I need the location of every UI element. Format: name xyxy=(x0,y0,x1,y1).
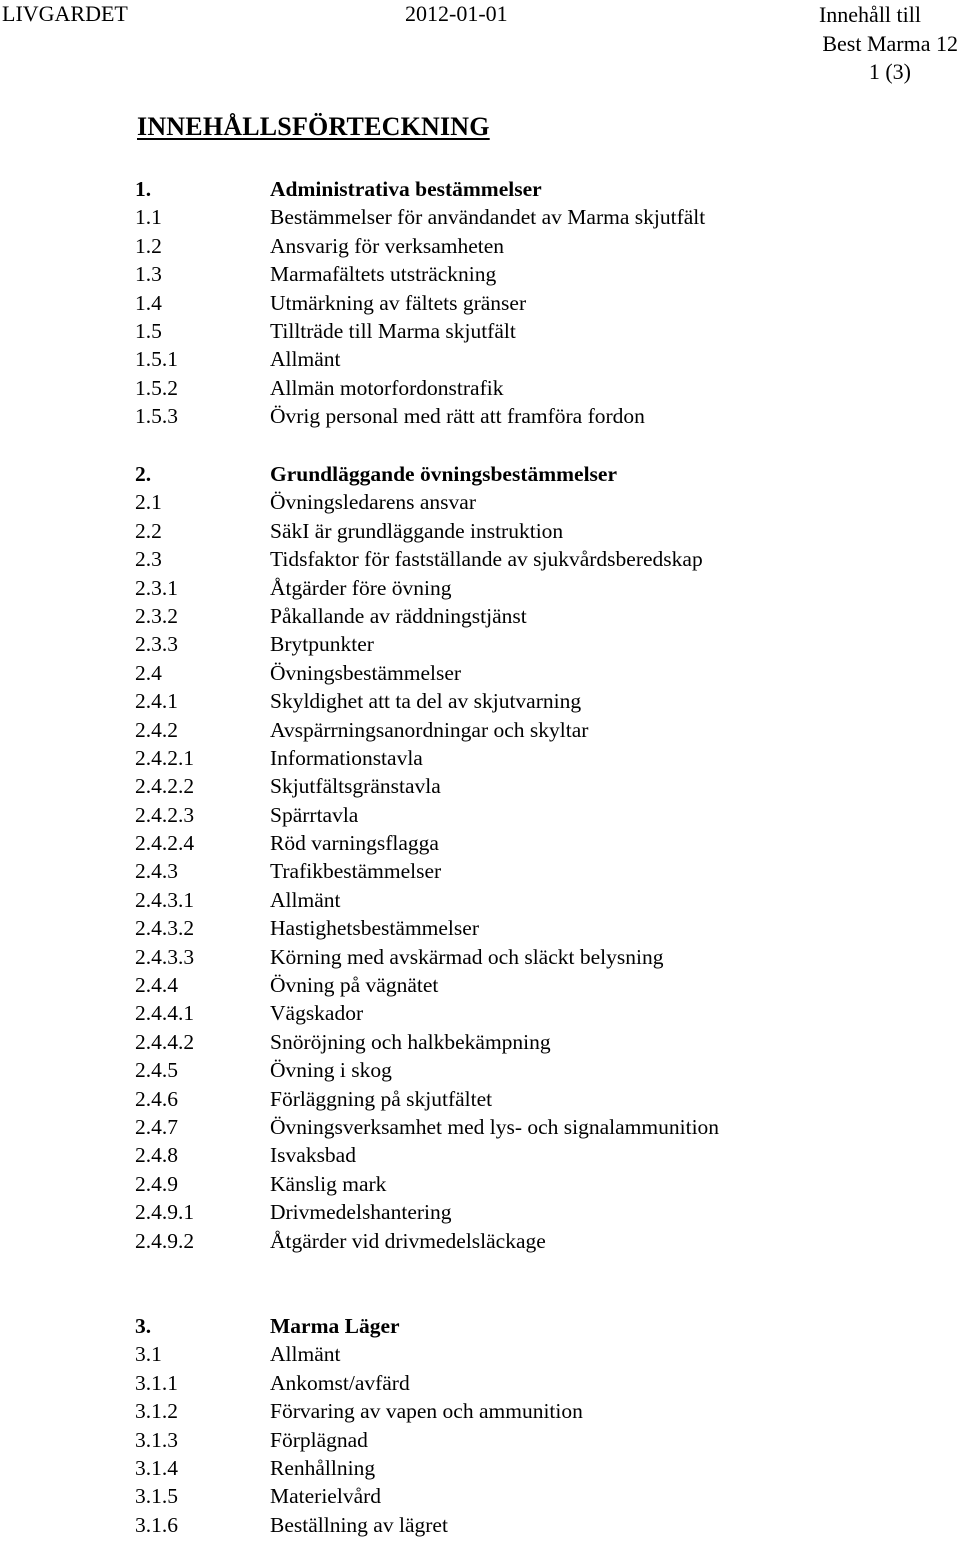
toc-entry xyxy=(135,1426,583,1454)
toc-entry-title: Trafikbestämmelser xyxy=(270,859,442,884)
toc-entry xyxy=(135,886,719,914)
toc-entry-number: 3.1.6 xyxy=(135,1512,178,1537)
toc-entry xyxy=(135,232,705,260)
toc-section-heading xyxy=(135,460,719,488)
toc-entry-title: Övningsbestämmelser xyxy=(270,660,462,685)
toc-entry-title: Renhållning xyxy=(270,1455,376,1480)
toc-entry-title: Skjutfältsgränstavla xyxy=(270,774,441,799)
toc-entry-title: Spärrtavla xyxy=(270,802,359,827)
toc-entry-number: 2.4.4 xyxy=(135,973,178,998)
toc-entry xyxy=(135,1511,583,1539)
toc-entry xyxy=(135,772,719,800)
toc-entry-title: Övrig personal med rätt att framföra fordon xyxy=(270,404,645,429)
toc-entry-number: 3.1.3 xyxy=(135,1427,178,1452)
toc-entry-number: 2.4.8 xyxy=(135,1143,178,1168)
toc-section-title: Administrativa bestämmelser xyxy=(270,177,542,201)
toc-entry xyxy=(135,1198,719,1226)
toc-entry-title: Påkallande av räddningstjänst xyxy=(270,603,527,628)
toc-entry-number: 2.4.2 xyxy=(135,717,178,742)
toc-section-heading xyxy=(135,175,705,203)
toc-entry-number: 2.4.2.3 xyxy=(135,802,195,827)
toc-section-title: Marma Läger xyxy=(270,1314,400,1338)
toc-entry-number: 3.1.1 xyxy=(135,1370,178,1395)
toc-entry-title: Övning i skog xyxy=(270,1058,392,1083)
toc-entry-number: 2.4.3.1 xyxy=(135,887,195,912)
toc-entry-number: 1.5.3 xyxy=(135,404,178,429)
toc-entry-title: Avspärrningsanordningar och skyltar xyxy=(270,717,589,742)
toc-entry xyxy=(135,1028,719,1056)
toc-entry-title: Övningsledarens ansvar xyxy=(270,490,476,515)
toc-entry xyxy=(135,744,719,772)
toc-entry-title: Allmänt xyxy=(270,887,341,912)
toc-entry xyxy=(135,630,719,658)
toc-entry-title: Beställning av lägret xyxy=(270,1512,448,1537)
toc-entry-title: Vägskador xyxy=(270,1001,364,1026)
toc-entry-number: 2.4.7 xyxy=(135,1114,178,1139)
toc-entry xyxy=(135,943,719,971)
toc-entry-number: 1.5.1 xyxy=(135,347,178,372)
toc-entry-title: Ankomst/avfärd xyxy=(270,1370,410,1395)
toc-entry-number: 2.2 xyxy=(135,518,162,543)
toc-entry-title: SäkI är grundläggande instruktion xyxy=(270,518,564,543)
toc-entry-number: 2.3.2 xyxy=(135,603,178,628)
page-header xyxy=(0,0,960,90)
toc-entry-title: Allmän motorfordonstrafik xyxy=(270,375,504,400)
toc-entry-title: Informationstavla xyxy=(270,745,423,770)
toc-entry xyxy=(135,289,705,317)
toc-entry-number: 2.4.2.4 xyxy=(135,831,195,856)
toc-entry xyxy=(135,1170,719,1198)
toc-entry xyxy=(135,574,719,602)
toc-entry-number: 3.1.5 xyxy=(135,1484,178,1509)
toc-entry xyxy=(135,687,719,715)
toc-entry-title: Ansvarig för verksamheten xyxy=(270,233,505,258)
toc-entry-number: 2.1 xyxy=(135,490,162,515)
toc-entry-title: Övningsverksamhet med lys- och signalammunition xyxy=(270,1114,720,1139)
toc-entry-number: 3.1.4 xyxy=(135,1455,178,1480)
toc-entry-title: Körning med avskärmad och släckt belysning xyxy=(270,944,664,969)
toc-entry-number: 2.4.9.2 xyxy=(135,1228,195,1253)
toc-entry xyxy=(135,260,705,288)
toc-entry xyxy=(135,801,719,829)
toc-entry xyxy=(135,1056,719,1084)
toc-entry-number: 1.3 xyxy=(135,262,162,287)
toc-entry-title: Bestämmelser för användandet av Marma skjutfält xyxy=(270,205,706,230)
toc-section-number: 1. xyxy=(135,177,152,201)
toc-entry-title: Tillträde till Marma skjutfält xyxy=(270,318,516,343)
toc-entry-number: 3.1 xyxy=(135,1342,162,1367)
toc-entry-title: Allmänt xyxy=(270,347,341,372)
toc-entry-number: 2.4.2.1 xyxy=(135,745,195,770)
toc-entry xyxy=(135,1482,583,1510)
toc-entry xyxy=(135,317,705,345)
toc-entry xyxy=(135,203,705,231)
toc-entry-title: Snöröjning och halkbekämpning xyxy=(270,1029,551,1054)
toc-entry-number: 2.4.4.2 xyxy=(135,1029,195,1054)
toc-entry-number: 1.5.2 xyxy=(135,375,178,400)
toc-entry xyxy=(135,345,705,373)
toc-section-number: 2. xyxy=(135,462,152,486)
toc-entry-number: 2.4.9 xyxy=(135,1171,178,1196)
toc-entry xyxy=(135,914,719,942)
toc-entry-title: Utmärkning av fältets gränser xyxy=(270,290,527,315)
toc-entry-title: Marmafältets utsträckning xyxy=(270,262,497,287)
toc-entry-title: Tidsfaktor för fastställande av sjukvårdsberedskap xyxy=(270,547,703,572)
header-organization: LIVGARDET xyxy=(2,1,128,26)
toc-entry-title: Isvaksbad xyxy=(270,1143,356,1168)
toc-entry-number: 2.4.9.1 xyxy=(135,1200,195,1225)
header-doc-line1: Innehåll till xyxy=(818,2,921,27)
toc-entry-title: Skyldighet att ta del av skjutvarning xyxy=(270,689,582,714)
toc-section-number: 3. xyxy=(135,1314,152,1338)
toc-entry-title: Brytpunkter xyxy=(270,632,374,657)
toc-entry xyxy=(135,402,705,430)
toc-entry-title: Åtgärder vid drivmedelsläckage xyxy=(270,1228,546,1253)
toc-entry-title: Förvaring av vapen och ammunition xyxy=(270,1399,583,1424)
toc-entry xyxy=(135,716,719,744)
toc-entry-number: 2.4.2.2 xyxy=(135,774,195,799)
header-doc-line2: Best Marma 12 xyxy=(822,30,958,56)
toc-entry-title: Röd varningsflagga xyxy=(270,831,439,856)
toc-entry-number: 1.5 xyxy=(135,318,162,343)
toc-entry-title: Åtgärder före övning xyxy=(270,575,452,600)
toc-entry-title: Hastighetsbestämmelser xyxy=(270,916,479,941)
toc-entry-title: Övning på vägnätet xyxy=(270,973,439,998)
toc-entry-number: 2.3 xyxy=(135,547,162,572)
toc-entry xyxy=(135,829,719,857)
toc-entry-title: Förplägnad xyxy=(270,1427,368,1452)
toc-entry-number: 1.4 xyxy=(135,290,162,315)
toc-entry xyxy=(135,1141,719,1169)
toc-entry xyxy=(135,374,705,402)
toc-entry-number: 1.2 xyxy=(135,233,162,258)
toc-entry-number: 2.3.3 xyxy=(135,632,178,657)
toc-entry-number: 2.4.5 xyxy=(135,1058,178,1083)
toc-entry-number: 3.1.2 xyxy=(135,1399,178,1424)
toc-entry-title: Materielvård xyxy=(270,1484,382,1509)
toc-entry xyxy=(135,999,719,1027)
toc-entry-number: 2.4.3.2 xyxy=(135,916,195,941)
toc-section-heading xyxy=(135,1312,583,1340)
toc-entry-title: Allmänt xyxy=(270,1342,341,1367)
toc-entry xyxy=(135,1454,583,1482)
toc-entry-number: 2.4.1 xyxy=(135,689,178,714)
toc-entry-number: 2.3.1 xyxy=(135,575,178,600)
toc-section-3 xyxy=(135,1312,583,1539)
toc-entry xyxy=(135,1369,583,1397)
toc-section-2 xyxy=(135,460,719,1255)
toc-section-1 xyxy=(135,175,705,431)
toc-entry xyxy=(135,602,719,630)
toc-entry xyxy=(135,971,719,999)
toc-entry xyxy=(135,1085,719,1113)
toc-entry xyxy=(135,1227,719,1255)
toc-entry xyxy=(135,659,719,687)
toc-entry xyxy=(135,517,719,545)
header-document-info xyxy=(819,1,958,87)
toc-entry-number: 1.1 xyxy=(135,205,162,230)
toc-entry xyxy=(135,1397,583,1425)
toc-entry-number: 2.4.3.3 xyxy=(135,944,195,969)
toc-entry-title: Känslig mark xyxy=(270,1171,387,1196)
toc-entry-number: 2.4 xyxy=(135,660,162,685)
toc-entry-number: 2.4.3 xyxy=(135,859,178,884)
toc-entry xyxy=(135,1113,719,1141)
toc-entry-title: Förläggning på skjutfältet xyxy=(270,1086,493,1111)
toc-entry-title: Drivmedelshantering xyxy=(270,1200,452,1225)
toc-entry xyxy=(135,857,719,885)
toc-entry xyxy=(135,488,719,516)
toc-entry-number: 2.4.6 xyxy=(135,1086,178,1111)
toc-entry xyxy=(135,1340,583,1368)
toc-entry-number: 2.4.4.1 xyxy=(135,1001,195,1026)
header-date: 2012-01-01 xyxy=(405,1,508,26)
toc-section-title: Grundläggande övningsbestämmelser xyxy=(270,462,618,486)
toc-entry xyxy=(135,545,719,573)
toc-title: INNEHÅLLSFÖRTECKNING xyxy=(137,112,490,141)
header-page-number: 1 (3) xyxy=(868,59,911,84)
